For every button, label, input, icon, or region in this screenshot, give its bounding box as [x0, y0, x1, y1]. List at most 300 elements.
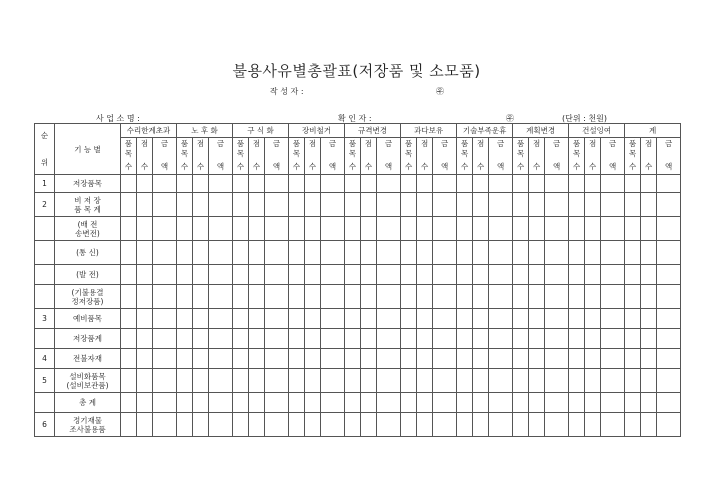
data-cell[interactable]: [433, 413, 457, 437]
data-cell[interactable]: [361, 193, 377, 217]
data-cell[interactable]: [265, 175, 289, 193]
data-cell[interactable]: [657, 193, 681, 217]
data-cell[interactable]: [249, 285, 265, 309]
data-cell[interactable]: [345, 309, 361, 329]
data-cell[interactable]: [321, 413, 345, 437]
data-cell[interactable]: [361, 413, 377, 437]
data-cell[interactable]: [345, 285, 361, 309]
data-cell[interactable]: [305, 329, 321, 349]
data-cell[interactable]: [529, 265, 545, 285]
data-cell[interactable]: [289, 175, 305, 193]
data-cell[interactable]: [137, 285, 153, 309]
data-cell[interactable]: [305, 193, 321, 217]
data-cell[interactable]: [321, 393, 345, 413]
data-cell[interactable]: [417, 393, 433, 413]
data-cell[interactable]: [489, 329, 513, 349]
data-cell[interactable]: [361, 241, 377, 265]
data-cell[interactable]: [289, 285, 305, 309]
data-cell[interactable]: [417, 413, 433, 437]
data-cell[interactable]: [177, 285, 193, 309]
data-cell[interactable]: [601, 349, 625, 369]
data-cell[interactable]: [433, 285, 457, 309]
data-cell[interactable]: [137, 369, 153, 393]
data-cell[interactable]: [249, 413, 265, 437]
data-cell[interactable]: [121, 193, 137, 217]
data-cell[interactable]: [489, 193, 513, 217]
data-cell[interactable]: [377, 309, 401, 329]
data-cell[interactable]: [233, 193, 249, 217]
data-cell[interactable]: [401, 265, 417, 285]
data-cell[interactable]: [657, 241, 681, 265]
data-cell[interactable]: [601, 413, 625, 437]
data-cell[interactable]: [345, 369, 361, 393]
data-cell[interactable]: [529, 193, 545, 217]
data-cell[interactable]: [585, 265, 601, 285]
data-cell[interactable]: [601, 217, 625, 241]
data-cell[interactable]: [545, 241, 569, 265]
data-cell[interactable]: [249, 193, 265, 217]
data-cell[interactable]: [153, 285, 177, 309]
data-cell[interactable]: [137, 329, 153, 349]
data-cell[interactable]: [457, 285, 473, 309]
data-cell[interactable]: [545, 349, 569, 369]
data-cell[interactable]: [137, 309, 153, 329]
data-cell[interactable]: [513, 329, 529, 349]
data-cell[interactable]: [361, 285, 377, 309]
data-cell[interactable]: [233, 217, 249, 241]
data-cell[interactable]: [625, 309, 641, 329]
data-cell[interactable]: [233, 241, 249, 265]
data-cell[interactable]: [265, 329, 289, 349]
data-cell[interactable]: [569, 349, 585, 369]
data-cell[interactable]: [153, 413, 177, 437]
data-cell[interactable]: [249, 329, 265, 349]
data-cell[interactable]: [233, 413, 249, 437]
data-cell[interactable]: [153, 309, 177, 329]
data-cell[interactable]: [121, 265, 137, 285]
data-cell[interactable]: [249, 175, 265, 193]
data-cell[interactable]: [153, 329, 177, 349]
data-cell[interactable]: [529, 285, 545, 309]
data-cell[interactable]: [625, 329, 641, 349]
data-cell[interactable]: [153, 193, 177, 217]
data-cell[interactable]: [433, 309, 457, 329]
data-cell[interactable]: [209, 175, 233, 193]
data-cell[interactable]: [585, 193, 601, 217]
data-cell[interactable]: [601, 285, 625, 309]
data-cell[interactable]: [249, 241, 265, 265]
data-cell[interactable]: [289, 217, 305, 241]
data-cell[interactable]: [417, 193, 433, 217]
data-cell[interactable]: [569, 193, 585, 217]
data-cell[interactable]: [289, 309, 305, 329]
data-cell[interactable]: [625, 413, 641, 437]
data-cell[interactable]: [489, 285, 513, 309]
data-cell[interactable]: [209, 329, 233, 349]
data-cell[interactable]: [641, 217, 657, 241]
data-cell[interactable]: [361, 393, 377, 413]
data-cell[interactable]: [489, 393, 513, 413]
data-cell[interactable]: [345, 413, 361, 437]
data-cell[interactable]: [233, 175, 249, 193]
data-cell[interactable]: [321, 193, 345, 217]
data-cell[interactable]: [569, 175, 585, 193]
data-cell[interactable]: [513, 193, 529, 217]
data-cell[interactable]: [641, 241, 657, 265]
data-cell[interactable]: [657, 309, 681, 329]
data-cell[interactable]: [177, 193, 193, 217]
data-cell[interactable]: [585, 217, 601, 241]
data-cell[interactable]: [641, 393, 657, 413]
data-cell[interactable]: [513, 241, 529, 265]
data-cell[interactable]: [585, 349, 601, 369]
data-cell[interactable]: [569, 413, 585, 437]
data-cell[interactable]: [401, 285, 417, 309]
data-cell[interactable]: [377, 413, 401, 437]
data-cell[interactable]: [417, 217, 433, 241]
data-cell[interactable]: [513, 285, 529, 309]
data-cell[interactable]: [569, 369, 585, 393]
data-cell[interactable]: [193, 175, 209, 193]
data-cell[interactable]: [233, 329, 249, 349]
data-cell[interactable]: [473, 265, 489, 285]
data-cell[interactable]: [137, 413, 153, 437]
data-cell[interactable]: [641, 413, 657, 437]
data-cell[interactable]: [569, 217, 585, 241]
data-cell[interactable]: [601, 309, 625, 329]
data-cell[interactable]: [193, 241, 209, 265]
data-cell[interactable]: [193, 309, 209, 329]
data-cell[interactable]: [345, 193, 361, 217]
data-cell[interactable]: [657, 285, 681, 309]
data-cell[interactable]: [361, 329, 377, 349]
data-cell[interactable]: [473, 285, 489, 309]
data-cell[interactable]: [377, 329, 401, 349]
data-cell[interactable]: [513, 349, 529, 369]
data-cell[interactable]: [305, 393, 321, 413]
data-cell[interactable]: [545, 175, 569, 193]
data-cell[interactable]: [345, 349, 361, 369]
data-cell[interactable]: [289, 241, 305, 265]
data-cell[interactable]: [417, 285, 433, 309]
data-cell[interactable]: [361, 175, 377, 193]
data-cell[interactable]: [585, 329, 601, 349]
data-cell[interactable]: [457, 369, 473, 393]
data-cell[interactable]: [457, 265, 473, 285]
data-cell[interactable]: [209, 265, 233, 285]
data-cell[interactable]: [641, 369, 657, 393]
data-cell[interactable]: [305, 265, 321, 285]
data-cell[interactable]: [529, 329, 545, 349]
data-cell[interactable]: [345, 393, 361, 413]
data-cell[interactable]: [401, 217, 417, 241]
data-cell[interactable]: [545, 393, 569, 413]
data-cell[interactable]: [137, 349, 153, 369]
data-cell[interactable]: [417, 329, 433, 349]
data-cell[interactable]: [177, 265, 193, 285]
data-cell[interactable]: [265, 369, 289, 393]
data-cell[interactable]: [545, 413, 569, 437]
data-cell[interactable]: [473, 193, 489, 217]
data-cell[interactable]: [657, 413, 681, 437]
data-cell[interactable]: [233, 369, 249, 393]
data-cell[interactable]: [121, 329, 137, 349]
data-cell[interactable]: [209, 369, 233, 393]
data-cell[interactable]: [457, 193, 473, 217]
data-cell[interactable]: [433, 393, 457, 413]
data-cell[interactable]: [585, 285, 601, 309]
data-cell[interactable]: [457, 175, 473, 193]
data-cell[interactable]: [249, 217, 265, 241]
data-cell[interactable]: [473, 329, 489, 349]
data-cell[interactable]: [265, 413, 289, 437]
data-cell[interactable]: [601, 241, 625, 265]
data-cell[interactable]: [641, 349, 657, 369]
data-cell[interactable]: [601, 329, 625, 349]
data-cell[interactable]: [249, 309, 265, 329]
data-cell[interactable]: [641, 329, 657, 349]
data-cell[interactable]: [585, 393, 601, 413]
data-cell[interactable]: [137, 265, 153, 285]
data-cell[interactable]: [529, 309, 545, 329]
data-cell[interactable]: [513, 309, 529, 329]
data-cell[interactable]: [193, 349, 209, 369]
data-cell[interactable]: [361, 217, 377, 241]
data-cell[interactable]: [569, 241, 585, 265]
data-cell[interactable]: [401, 241, 417, 265]
data-cell[interactable]: [289, 393, 305, 413]
data-cell[interactable]: [473, 175, 489, 193]
data-cell[interactable]: [657, 217, 681, 241]
data-cell[interactable]: [321, 369, 345, 393]
data-cell[interactable]: [489, 241, 513, 265]
data-cell[interactable]: [361, 265, 377, 285]
data-cell[interactable]: [657, 349, 681, 369]
data-cell[interactable]: [513, 413, 529, 437]
data-cell[interactable]: [137, 175, 153, 193]
data-cell[interactable]: [153, 217, 177, 241]
data-cell[interactable]: [177, 349, 193, 369]
data-cell[interactable]: [305, 369, 321, 393]
data-cell[interactable]: [513, 393, 529, 413]
data-cell[interactable]: [601, 175, 625, 193]
data-cell[interactable]: [513, 175, 529, 193]
data-cell[interactable]: [249, 393, 265, 413]
data-cell[interactable]: [545, 309, 569, 329]
data-cell[interactable]: [209, 241, 233, 265]
data-cell[interactable]: [121, 241, 137, 265]
data-cell[interactable]: [585, 241, 601, 265]
data-cell[interactable]: [529, 217, 545, 241]
data-cell[interactable]: [457, 349, 473, 369]
data-cell[interactable]: [361, 309, 377, 329]
data-cell[interactable]: [209, 217, 233, 241]
data-cell[interactable]: [209, 193, 233, 217]
data-cell[interactable]: [417, 175, 433, 193]
data-cell[interactable]: [401, 349, 417, 369]
data-cell[interactable]: [153, 369, 177, 393]
data-cell[interactable]: [137, 217, 153, 241]
data-cell[interactable]: [641, 309, 657, 329]
data-cell[interactable]: [417, 309, 433, 329]
data-cell[interactable]: [625, 241, 641, 265]
data-cell[interactable]: [513, 265, 529, 285]
data-cell[interactable]: [321, 217, 345, 241]
data-cell[interactable]: [209, 285, 233, 309]
data-cell[interactable]: [377, 349, 401, 369]
data-cell[interactable]: [401, 329, 417, 349]
data-cell[interactable]: [289, 193, 305, 217]
data-cell[interactable]: [457, 309, 473, 329]
data-cell[interactable]: [625, 285, 641, 309]
data-cell[interactable]: [641, 193, 657, 217]
data-cell[interactable]: [265, 285, 289, 309]
data-cell[interactable]: [457, 217, 473, 241]
data-cell[interactable]: [569, 329, 585, 349]
data-cell[interactable]: [305, 175, 321, 193]
data-cell[interactable]: [177, 413, 193, 437]
data-cell[interactable]: [417, 241, 433, 265]
data-cell[interactable]: [233, 349, 249, 369]
data-cell[interactable]: [121, 413, 137, 437]
data-cell[interactable]: [473, 217, 489, 241]
data-cell[interactable]: [289, 329, 305, 349]
data-cell[interactable]: [601, 265, 625, 285]
data-cell[interactable]: [321, 309, 345, 329]
data-cell[interactable]: [473, 413, 489, 437]
data-cell[interactable]: [457, 413, 473, 437]
data-cell[interactable]: [321, 285, 345, 309]
data-cell[interactable]: [377, 393, 401, 413]
data-cell[interactable]: [473, 309, 489, 329]
data-cell[interactable]: [265, 349, 289, 369]
data-cell[interactable]: [625, 369, 641, 393]
data-cell[interactable]: [529, 241, 545, 265]
data-cell[interactable]: [233, 285, 249, 309]
data-cell[interactable]: [489, 175, 513, 193]
data-cell[interactable]: [585, 413, 601, 437]
data-cell[interactable]: [265, 193, 289, 217]
data-cell[interactable]: [209, 413, 233, 437]
data-cell[interactable]: [345, 217, 361, 241]
data-cell[interactable]: [625, 265, 641, 285]
data-cell[interactable]: [305, 217, 321, 241]
data-cell[interactable]: [177, 393, 193, 413]
data-cell[interactable]: [137, 393, 153, 413]
data-cell[interactable]: [289, 349, 305, 369]
data-cell[interactable]: [585, 175, 601, 193]
data-cell[interactable]: [401, 413, 417, 437]
data-cell[interactable]: [177, 217, 193, 241]
data-cell[interactable]: [377, 265, 401, 285]
data-cell[interactable]: [377, 241, 401, 265]
data-cell[interactable]: [321, 175, 345, 193]
data-cell[interactable]: [193, 393, 209, 413]
data-cell[interactable]: [601, 369, 625, 393]
data-cell[interactable]: [545, 193, 569, 217]
data-cell[interactable]: [209, 349, 233, 369]
data-cell[interactable]: [625, 217, 641, 241]
data-cell[interactable]: [529, 175, 545, 193]
data-cell[interactable]: [401, 369, 417, 393]
data-cell[interactable]: [305, 413, 321, 437]
data-cell[interactable]: [377, 175, 401, 193]
data-cell[interactable]: [529, 393, 545, 413]
data-cell[interactable]: [585, 369, 601, 393]
data-cell[interactable]: [209, 393, 233, 413]
data-cell[interactable]: [433, 175, 457, 193]
data-cell[interactable]: [457, 241, 473, 265]
data-cell[interactable]: [473, 349, 489, 369]
data-cell[interactable]: [657, 265, 681, 285]
data-cell[interactable]: [545, 265, 569, 285]
data-cell[interactable]: [233, 309, 249, 329]
data-cell[interactable]: [321, 329, 345, 349]
data-cell[interactable]: [625, 393, 641, 413]
data-cell[interactable]: [569, 265, 585, 285]
data-cell[interactable]: [209, 309, 233, 329]
data-cell[interactable]: [417, 349, 433, 369]
data-cell[interactable]: [345, 241, 361, 265]
data-cell[interactable]: [401, 175, 417, 193]
data-cell[interactable]: [321, 349, 345, 369]
data-cell[interactable]: [489, 309, 513, 329]
data-cell[interactable]: [233, 393, 249, 413]
data-cell[interactable]: [233, 265, 249, 285]
data-cell[interactable]: [377, 193, 401, 217]
data-cell[interactable]: [177, 369, 193, 393]
data-cell[interactable]: [657, 369, 681, 393]
data-cell[interactable]: [121, 349, 137, 369]
data-cell[interactable]: [137, 193, 153, 217]
data-cell[interactable]: [121, 309, 137, 329]
data-cell[interactable]: [153, 265, 177, 285]
data-cell[interactable]: [457, 329, 473, 349]
data-cell[interactable]: [433, 193, 457, 217]
data-cell[interactable]: [433, 329, 457, 349]
data-cell[interactable]: [489, 349, 513, 369]
data-cell[interactable]: [569, 309, 585, 329]
data-cell[interactable]: [529, 369, 545, 393]
data-cell[interactable]: [433, 241, 457, 265]
data-cell[interactable]: [489, 265, 513, 285]
data-cell[interactable]: [265, 217, 289, 241]
data-cell[interactable]: [433, 369, 457, 393]
data-cell[interactable]: [177, 309, 193, 329]
data-cell[interactable]: [657, 175, 681, 193]
data-cell[interactable]: [345, 175, 361, 193]
data-cell[interactable]: [433, 349, 457, 369]
data-cell[interactable]: [289, 265, 305, 285]
data-cell[interactable]: [305, 309, 321, 329]
data-cell[interactable]: [177, 241, 193, 265]
data-cell[interactable]: [121, 369, 137, 393]
data-cell[interactable]: [433, 265, 457, 285]
data-cell[interactable]: [121, 217, 137, 241]
data-cell[interactable]: [569, 285, 585, 309]
data-cell[interactable]: [193, 217, 209, 241]
data-cell[interactable]: [289, 413, 305, 437]
data-cell[interactable]: [121, 393, 137, 413]
data-cell[interactable]: [153, 393, 177, 413]
data-cell[interactable]: [121, 175, 137, 193]
data-cell[interactable]: [601, 393, 625, 413]
data-cell[interactable]: [417, 265, 433, 285]
data-cell[interactable]: [545, 285, 569, 309]
data-cell[interactable]: [265, 241, 289, 265]
data-cell[interactable]: [289, 369, 305, 393]
data-cell[interactable]: [249, 349, 265, 369]
